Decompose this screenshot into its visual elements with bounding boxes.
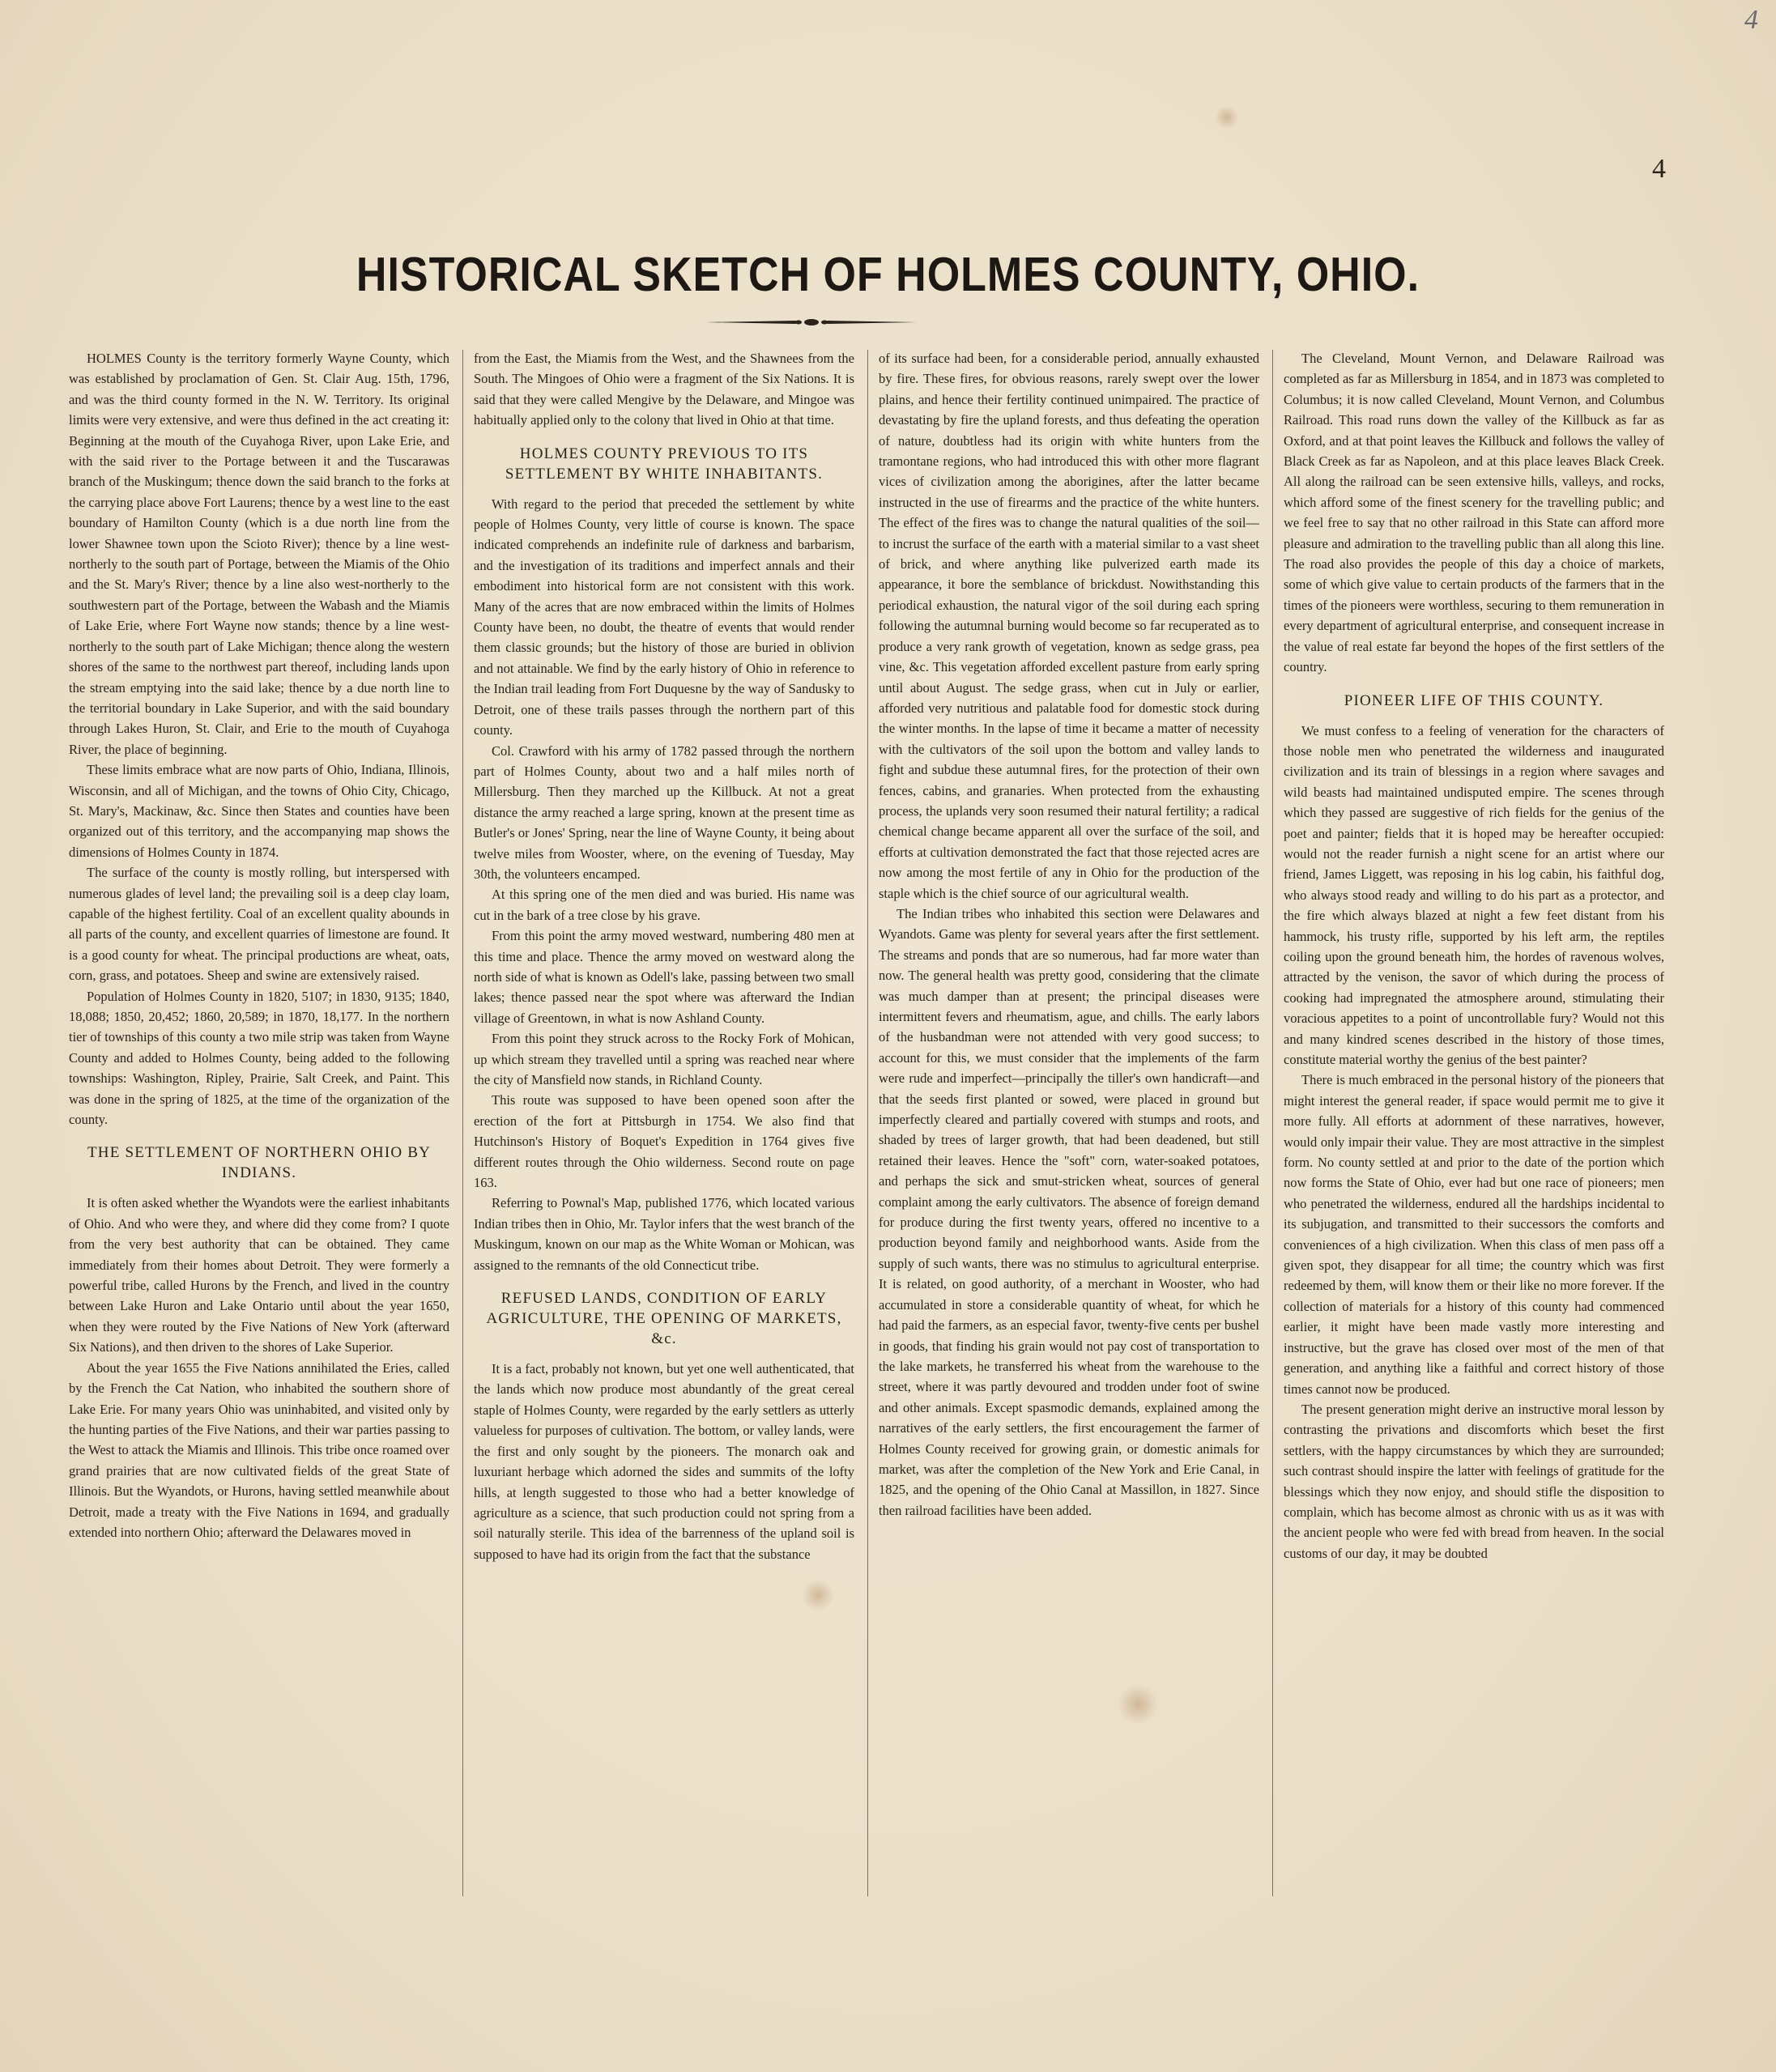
article-column-1 [69,348,449,1903]
paragraph: From this point they struck across to the Rocky Fork of Mohican, up which stream they travelled until a spring was reached near where the city of Mansfield now stands, in Richland County. [474,1031,854,1087]
paragraph: The surface of the county is mostly rolling, but interspersed with numerous glades of level land; the prevailing soil is a deep clay loam, capable of the highest fertility. Coal of an excellent quality abounds in all parts of the county, and excellent quarries of limestone are found. It is a good county for wheat. The principal productions are wheat, oats, corn, grass, and potatoes. Sheep and swine are extensively raised. [69,865,449,984]
paragraph: About the year 1655 the Five Nations annihilated the Eries, called by the French the Cat Nation, who inhabited the southern shore of Lake Erie. For many years Ohio was uninhabited, and visited only by the hunting parties of the Five Nations, and their war parties passing to the West to attack the Miamis and Illinois. This tribe once roamed over grand prairies that are now cultivated fields of the great State of Illinois. But the Wyandots, or Hurons, having settled meanwhile about Detroit, made a treaty with the Five Nations in 1694, and gradually extended into northern Ohio; afterward the Delawares moved in [69,1359,449,1540]
paragraph: The Cleveland, Mount Vernon, and Delaware Railroad was completed as far as Millersburg in 1854, and in 1873 was completed to Columbus; it is now called Cleveland, Mount Vernon, and Columbus Railroad. This road runs down the valley of the Killbuck as far as Oxford, and at that point leaves the Killbuck and follows the valley of Black Creek as far as Napoleon, and at this place leaves Black Creek. All along the railroad can be seen extensive hills, valleys, and rocks, which afford some of the finest scenery for the travelling public; and we feel free to say that no other railroad in this State can afford more pleasure and admiration to the travelling public than all along this line. The road also provides the people of this day a choice of markets, some of which give value to certain products of the farmers that in the times of the pioneers were worthless, securing to them remuneration in every department of agricultural enterprise, and consequent increase in the value of real estate far beyond the hopes of the first settlers of the country. [1284,351,1664,675]
paragraph: From this point the army moved westward, numbering 480 men at this time and place. Thence the army moved on westward along the north side of what is known as Odell's lake, passing between two small lakes; thence passed near the spot where was afterward the Indian village of Greentown, in what is now Ashland County. [474,928,854,1026]
section-heading: THE SETTLEMENT OF NORTHERN OHIO BY INDIANS. [87,1144,432,1182]
article-columns [69,348,1680,1903]
paragraph: These limits embrace what are now parts of Ohio, Indiana, Illinois, Wisconsin, and all of Michigan, and the towns of Ohio City, Chicago, St. Mary's, Mackinaw, &c. Since then States and counties have been organized out of this territory, and the accompanying map shows the dimensions of Holmes County in 1874. [69,762,449,860]
paragraph: With regard to the period that preceded the settlement by white people of Holmes County, very little of course is known. The space indicated comprehends an indefinite rule of darkness and barbarism, and the investigation of its traditions and imperfect annals and their embodiment into historical form are not consistent with this work. Many of the acres that are now embraced within the limits of Holmes County have been, no doubt, the theatre of events that would render them classic grounds; but the history of those are buried in oblivion and not attainable. We find by the early history of Ohio in reference to the Indian trail leading from Fort Duquesne by the way of Sandusky to Detroit, one of these trails passes through the northern part of this county. [474,496,854,738]
paragraph: Referring to Pownal's Map, published 1776, which located various Indian tribes then in Ohio, Mr. Taylor infers that the west branch of the Muskingum, known on our map as the White Woman or Mohican, was assigned to the remnants of the old Connecticut tribe. [474,1195,854,1273]
section-heading: HOLMES COUNTY PREVIOUS TO ITS SETTLEMENT BY WHITE INHABITANTS. [505,445,824,483]
paragraph: This route was supposed to have been opened soon after the erection of the fort at Pittsburgh in 1754. We also find that Hutchinson's History of Boquet's Expedition in 1764 gives five different routes through the Ohio wilderness. Second route on page 163. [474,1092,854,1191]
paragraph: The present generation might derive an instructive moral lesson by contrasting the privations and discomforts which beset the first settlers, with the happy circumstances by which they are surrounded; such contrast should inspire the latter with feelings of gratitude for the blessings which they now enjoy, and should stifle the disposition to complain, which has become almost as chronic with us as it was with the ancient people who were fed with bread from heaven. In the social customs of our day, it may be doubted [1284,1401,1664,1561]
article-column-2 [474,348,854,1903]
section-heading: REFUSED LANDS, CONDITION OF EARLY AGRICULTURE, THE OPENING OF MARKETS, &c. [486,1290,842,1348]
paragraph: We must confess to a feeling of veneration for the characters of those noble men who penetrated the wilderness and inaugurated civilization and its train of blessings in a region where savages and wild beasts had maintained undisputed empire. The scenes through which they passed are suggestive of rich fields for the genius of the poet and painter; fields that it is hoped may be hereafter occupied: would not the reader furnish a night scene for an artist where our friend, James Liggett, was reposing in his log cabin, his faithful dog, who always stood ready and willing to do his part as a protector, and the fire which always blazed at night a few feet distant from his hammock, his trusty rifle, supported by his left arm, the reptiles coiling upon the ground beneath him, the hordes of ravenous wolves, attracted by the venison, the savor of which during the process of cooking had impregnated the atmosphere around, stimulating their voracious appetites to a point of uncontrollable fury? Would not this and many kindred scenes described in the history of those times, constitute material worthy the genius of the best painter? [1284,722,1664,1067]
page-title: HISTORICAL SKETCH OF HOLMES COUNTY, OHIO. [356,248,1420,302]
paragraph: It is a fact, probably not known, but yet one well authenticated, that the lands which now produce most abundantly of the great cereal staple of Holmes County, were regarded by the early settlers as utterly valueless for purposes of cultivation. The bottom, or valley lands, were the first and only sought by the pioneers. The monarch oak and luxuriant herbage which adorned the sides and summits of the lofty hills, at length suggested to those who had a better knowledge of agriculture as a science, that such production could not spring from a soil naturally sterile. This idea of the barrenness of the upland soil is supposed to have had its origin from the fact that the substance [474,1361,854,1562]
corner-page-mark: 4 [1744,5,1758,35]
paragraph: HOLMES County is the territory formerly Wayne County, which was established by proclamation of Gen. St. Clair Aug. 15th, 1796, and was the third county formed in the N. W. Territory. Its original limits were very extensive, and were thus defined in the act creating it: Beginning at the mouth of the Cuyahoga River, upon Lake Erie, and with the said river to the Portage between it and the Tuscarawas branch of the Muskingum; thence down the said branch to the forks at the carrying place above Fort Laurens; thence by a west line to the east boundary of Hamilton County (which is a due north line from the lower Shawnee town upon the Scioto River); thence by a line west-northerly to the south part of Portage, between the Miamis of the Ohio and the St. Mary's River; thence by a line also west-northerly to the southwestern part of the Portage, between the Wabash and the Miamis of Lake Erie, where Fort Wayne now stands; thence by a line west-northerly to the south part of Lake Michigan; thence along the western shores of the same to the northwest part thereof, including lands upon the stream emptying into the said lake; thence by a due north line to the territorial boundary in Lake Superior, and with the said boundary through Lakes Huron, St. Clair, and Erie to the mouth of Cuyahoga River, the place of beginning. [69,351,449,757]
article-column-3 [879,348,1259,1903]
paragraph: Col. Crawford with his army of 1782 passed through the northern part of Holmes County, about two and a half miles north of Millersburg. Then they marched up the Killbuck. At not a great distance the army reached a large spring, known at the present time as Butler's or Jones' Spring, near the line of Wayne County, it being about twelve miles from Wooster, where, on the evening of Tuesday, May 30th, the volunteers encamped. [474,742,854,882]
paragraph: from the East, the Miamis from the West, and the Shawnees from the South. The Mingoes of Ohio were a fragment of the Six Nations. It is said that they were called Mengive by the Delaware, and Mingoe was habitually applied only to the colony that lived in Ohio at that time. [474,351,854,428]
paper-stain [1215,105,1239,130]
paragraph: At this spring one of the men died and was buried. His name was cut in the bark of a tree close by his grave. [474,887,854,923]
paragraph: There is much embraced in the personal history of the pioneers that might interest the general reader, if space would permit me to give it more fully. All efforts at adornment of these narratives, however, would only impair their value. They are most attractive in the simplest form. No county settled at and prior to the date of the portion which now forms the State of Ohio, ever had but one race of pioneers; men who penetrated the wilderness, endured all the hardships incidental to its subjugation, and transmitted to their successors the comforts and conveniences of a high civilization. When this class of men pass off a given spot, they disappear for all time; the country which was first redeemed by them, will know them or their like no more forever. If the collection of materials for a history of this county had commenced earlier, it might have been made vastly more interesting and instructive, but the grave has closed over most of the men of that generation, and anything like a faithful and correct history of those times cannot now be produced. [1284,1072,1664,1397]
paragraph: Population of Holmes County in 1820, 5107; in 1830, 9135; 1840, 18,088; 1850, 20,452; 1860, 20,589; in 1870, 18,177. In the northern tier of townships of this county a two mile strip was taken from Wayne County and added to Holmes County, being added to the following townships: Washington, Ripley, Prairie, Salt Creek, and Paint. This was done in the spring of 1825, at the time of the organization of the county. [69,988,449,1128]
title-ornament-divider [706,314,917,330]
paragraph: It is often asked whether the Wyandots were the earliest inhabitants of Ohio. And who were they, and where did they come from? I quote from the very best authority that can be obtained. They came immediately from their homes about Detroit. They were formerly a powerful tribe, called Hurons by the French, and lived in the country between Lake Huron and Lake Ontario until about the year 1650, when they were routed by the Five Nations of New York (afterward Six Nations), and then driven to the shores of Lake Superior. [69,1195,449,1355]
paragraph: The Indian tribes who inhabited this section were Delawares and Wyandots. Game was plenty for several years after the first settlement. The streams and ponds that are so numerous, had far more water than now. The general health was pretty good, considering that the climate was much damper than at present; the principal diseases were intermittent fevers and rheumatism, ague, and chills. The early labors of the husbandman were not attended with very good success; to account for this, we must consider that the implements of the farm were rude and imperfect—principally the tiller's own handicraft—and that the seeds first planted or sowed, were placed in ground but imperfectly cleared and partially covered with stumps and roots, and shaded by trees of larger growth, that had been deadened, but still retained their leaves. Hence the "soft" corn, water-soaked potatoes, and perhaps the sick and smut-stricken wheat, sources of general complaint among the early cultivators. The absence of foreign demand for produce during the first twenty years, offered no incentive to a production beyond family and neighborhood wants. Aside from the supply of such wants, there was no stimulus to agricultural enterprise. It is related, on good authority, of a merchant in Wooster, who had accumulated in store a considerable quantity of wheat, for which he had paid the farmers, as an especial favor, twenty-five cents per bushel in goods, that finding his grain would not pay cost of transportation to the lake markets, he transferred his wheat from the warehouse to the street, where it was partly devoured and trodden under foot of swine and other animals. Except spasmodic demands, explained among the narratives of the early settlers, the first encouragement the farmer of Holmes County received for growing grain, or domestic animals for market, was after the completion of the New York and Erie Canal, in 1825, and the opening of the Ohio Canal at Massillon, in 1827. Since then railroad facilities have been added. [879,905,1259,1518]
section-heading: PIONEER LIFE OF THIS COUNTY. [1344,691,1604,709]
article-column-4 [1284,348,1664,1903]
paragraph: of its surface had been, for a considerable period, annually exhausted by fire. These fires, for obvious reasons, rarely swept over the lower plains, and hence their fertility continued unimpaired. The practice of devastating by fire the upland forests, and thus defeating the operation of nature, doubtless had its origin with white hunters from the tramontane regions, who had introduced this with other more flagrant vices of civilization among the aborigines, after the latter became instructed in the use of firearms and the practice of the white hunters. The effect of the fires was to change the natural qualities of the soil—to incrust the surface of the earth with a material similar to a vast sheet of brick, and where anything like pulverized earth made its appearance, it bore the semblance of brickdust. Nowithstanding this periodical exhaustion, the natural vigor of the soil during each spring following the autumnal burning would become so far recuperated as to produce a very rank growth of vegetation, known as sedge grass, pea vine, &c. This vegetation afforded excellent pasture from early spring until about August. The sedge grass, when cut in July or earlier, afforded very nutritious and palatable food for domestic stock during the winter months. In the lapse of time it became a matter of necessity with the cultivators of the soil upon the bottom and valley lands to fight and subdue these autumnal fires, for the protection of their own fences, cabins, and granaries. When protected from the exhausting process, the uplands very soon resumed their natural fertility; a radical chemical change became apparent all over the surface of the soil, and efforts at cultivation demonstrated the fact that those rejected acres are now among the most fertile of any in Ohio for the production of the staple which is the chief source of our agricultural wealth. [879,351,1259,901]
page-number: 4 [1652,154,1666,184]
